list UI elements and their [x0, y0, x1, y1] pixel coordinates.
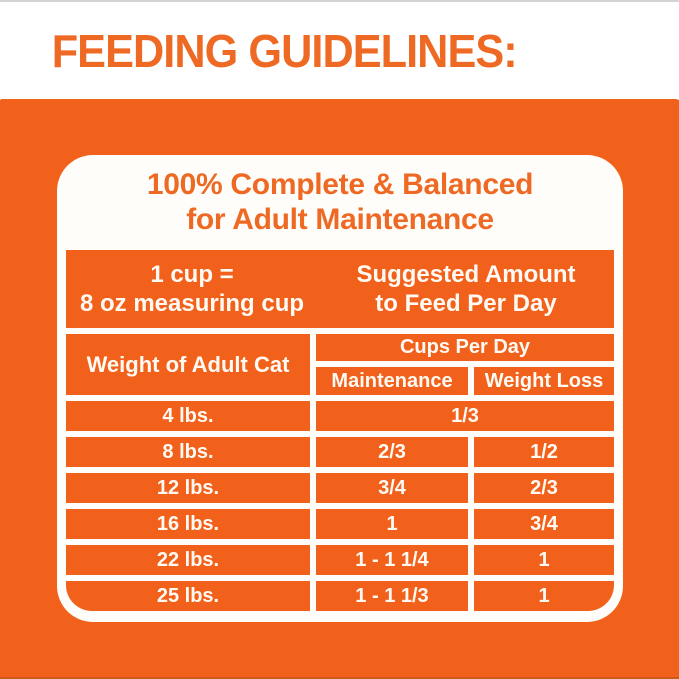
maintenance-cell: 2/3	[316, 437, 468, 467]
maintenance-cell: 1 - 1 1/3	[316, 581, 468, 611]
suggested-amount-line2: to Feed Per Day	[375, 290, 557, 317]
cup-measure-line2: 8 oz measuring cup	[79, 290, 305, 317]
weight-loss-cell: 3/4	[474, 509, 614, 539]
maintenance-cell: 1	[316, 509, 468, 539]
page-title: FEEDING GUIDELINES:	[51, 24, 517, 77]
header-band	[0, 2, 679, 99]
suggested-amount-heading	[318, 260, 614, 319]
maintenance-cell: 1 - 1 1/4	[316, 545, 468, 575]
weight-cell: 12 lbs.	[66, 473, 310, 503]
weight-cell: 22 lbs.	[66, 545, 310, 575]
weight-cell: 8 lbs.	[66, 437, 310, 467]
suggested-amount-line1: Suggested Amount	[356, 260, 576, 288]
card-title-line1: 100% Complete & Balanced	[146, 168, 534, 202]
feeding-table	[66, 250, 614, 611]
weight-cell: 25 lbs.	[66, 581, 310, 611]
weight-loss-cell: 1/2	[474, 437, 614, 467]
card-title-line2: for Adult Maintenance	[186, 202, 494, 236]
weight-cell: 4 lbs.	[66, 401, 310, 431]
weight-loss-cell: 1	[474, 545, 614, 575]
maintenance-cell: 3/4	[316, 473, 468, 503]
card-title	[57, 155, 623, 250]
weight-loss-cell: 1	[474, 581, 614, 611]
merged-value-cell: 1/3	[316, 401, 614, 431]
weight-column-header: Weight of Adult Cat	[66, 334, 310, 395]
feeding-guidelines-card	[57, 155, 623, 622]
weight-loss-cell: 2/3	[474, 473, 614, 503]
cup-measure-line1: 1 cup =	[150, 260, 234, 288]
cups-per-day-header: Cups Per Day	[316, 334, 614, 361]
weight-cell: 16 lbs.	[66, 509, 310, 539]
weight-loss-header: Weight Loss	[474, 367, 614, 395]
maintenance-header: Maintenance	[316, 367, 468, 395]
table-top-band	[66, 250, 614, 328]
cup-measure-note	[66, 260, 318, 319]
